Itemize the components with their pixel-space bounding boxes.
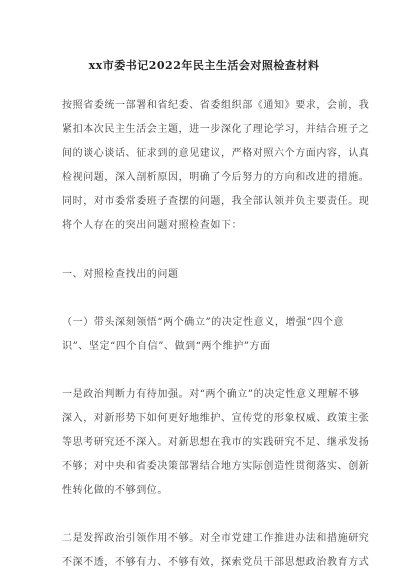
point1-line: 性转化做的不够到位。 <box>62 485 168 496</box>
subsection-heading-line: 识”、坚定“四个自信”、做到“两个维护”方面 <box>62 341 271 352</box>
intro-line: 间的谈心谈话、征求到的意见建议，严格对照六个方面内容，认真 <box>62 148 370 159</box>
point1-line: 一是政治判断力有待加强。对“两个确立”的决定性意义理解不够 <box>62 389 360 400</box>
document-title: xx市委书记2022年民主生活会对照检查材料 <box>88 59 320 72</box>
intro-line: 紧扣本次民主生活会主题，进一步深化了理论学习，并结合班子之 <box>62 124 370 135</box>
point2-line: 二是发挥政治引领作用不够。对全市党建工作推进办法和措施研究 <box>62 533 370 544</box>
point1-line: 等思考研究还不深入。对新思想在我市的实践研究不足、继承发扬 <box>62 437 370 448</box>
intro-line: 检视问题，深入剖析原因，明确了今后努力的方向和改进的措施。 <box>62 172 370 183</box>
point2-line: 不深不透，不够有力、不够有效，探索党员干部思想政治教育方式 <box>62 557 370 568</box>
intro-line: 将个人存在的突出问题对照检查如下： <box>62 220 243 231</box>
intro-line: 同时，对市委常委班子查摆的问题，我全部认领并负主要责任。现 <box>62 196 370 207</box>
section-heading: 一、对照检查找出的问题 <box>62 269 179 280</box>
intro-line: 按照省委统一部署和省纪委、省委组织部《通知》要求，会前，我 <box>62 100 370 111</box>
point1-line: 深入，对新形势下如何更好地维护、宣传党的形象权威、政策主张 <box>62 413 370 424</box>
point1-line: 不够；对中央和省委决策部署结合地方实际创造性贯彻落实、创新 <box>62 461 370 472</box>
subsection-heading-line: （一）带头深刻领悟“两个确立”的决定性意义，增强“四个意 <box>62 317 345 328</box>
